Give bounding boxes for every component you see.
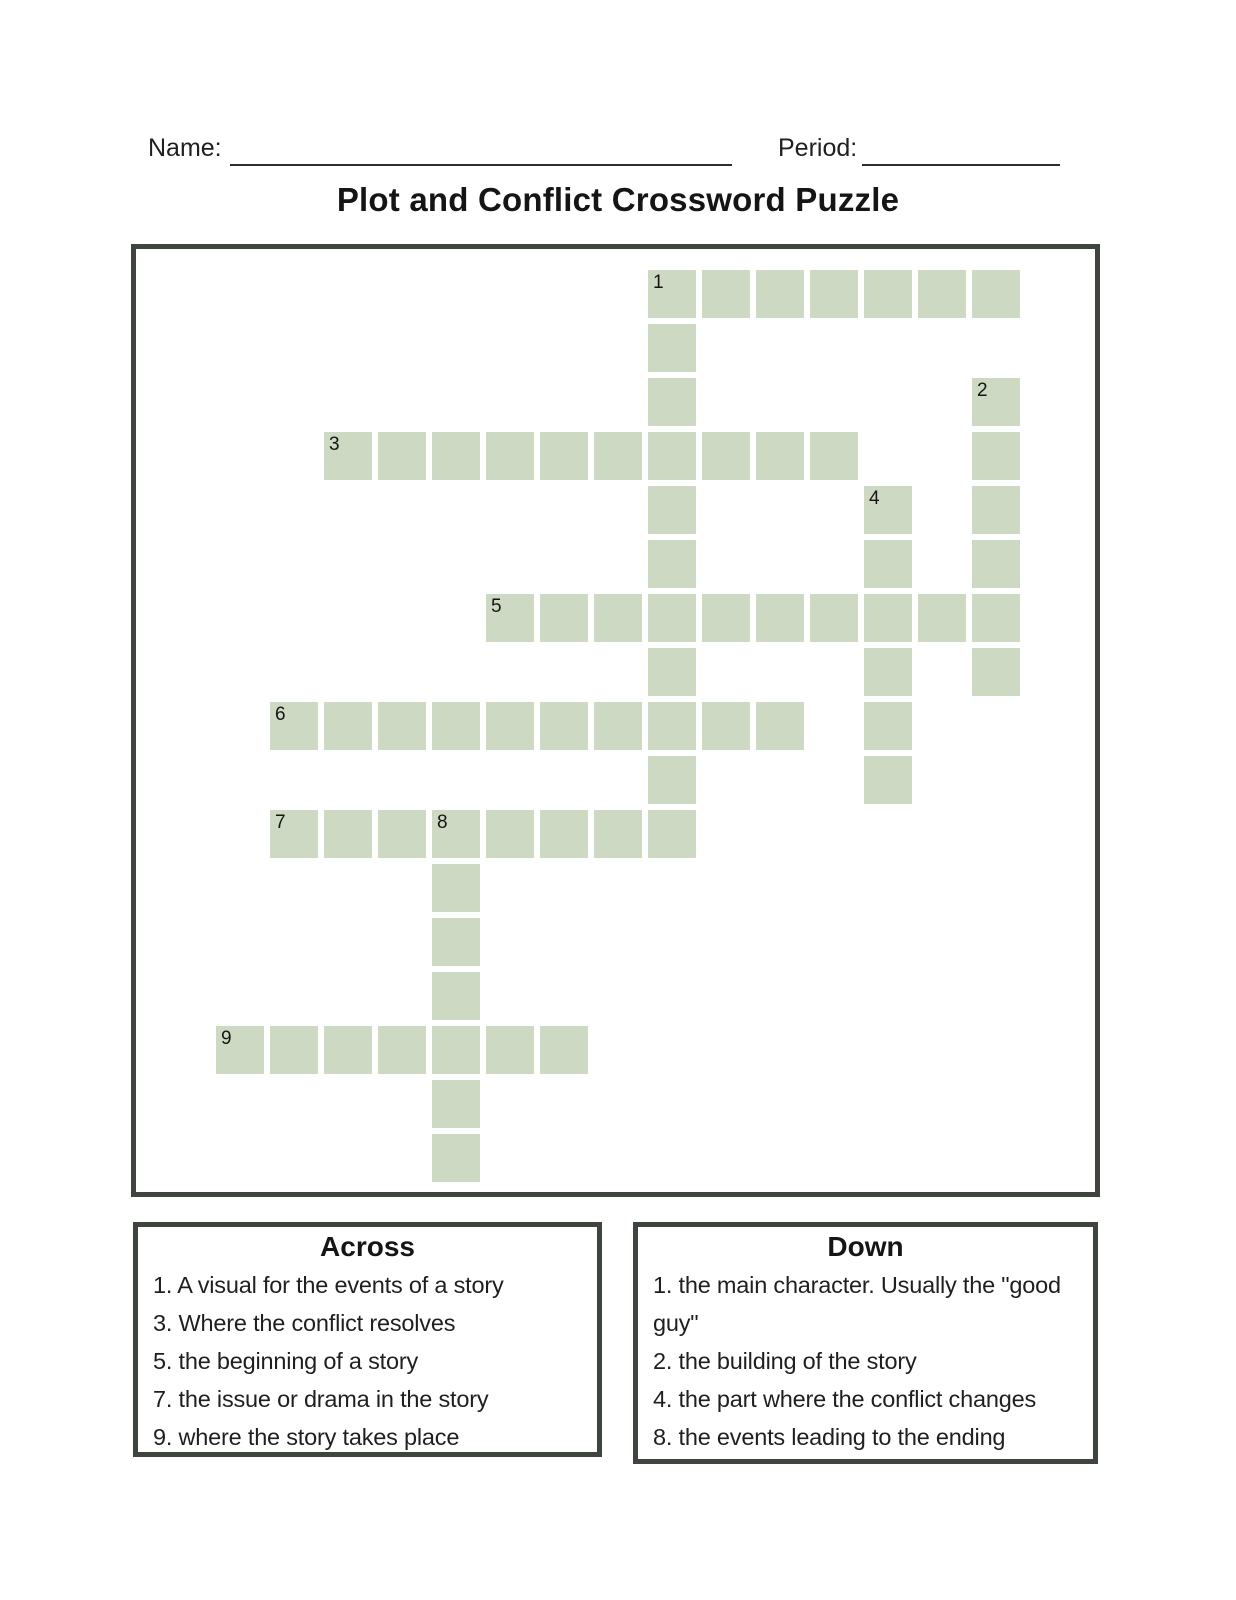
across-title: Across (320, 1231, 415, 1262)
grid-cell[interactable] (972, 378, 1020, 426)
grid-cell[interactable] (270, 810, 318, 858)
grid-cell[interactable] (432, 702, 480, 750)
grid-cell[interactable] (648, 594, 696, 642)
grid-cell[interactable] (972, 432, 1020, 480)
across-clues-box (133, 1222, 602, 1457)
clue-item: 7. the issue or drama in the story (153, 1386, 489, 1412)
cell-number: 9 (221, 1028, 232, 1049)
grid-cell[interactable] (540, 810, 588, 858)
period-label: Period: (778, 134, 858, 162)
grid-cell[interactable] (864, 540, 912, 588)
down-title: Down (827, 1231, 904, 1262)
grid-cell[interactable] (594, 432, 642, 480)
grid-cell[interactable] (594, 594, 642, 642)
grid-cell[interactable] (378, 702, 426, 750)
grid-cell[interactable] (432, 810, 480, 858)
grid-cell[interactable] (486, 810, 534, 858)
grid-cell[interactable] (648, 270, 696, 318)
grid-cell[interactable] (864, 594, 912, 642)
grid-cell[interactable] (864, 648, 912, 696)
clue-item: 4. the part where the conflict changes (653, 1386, 1036, 1412)
grid-cell[interactable] (756, 594, 804, 642)
cell-number: 4 (869, 488, 880, 509)
grid-cell[interactable] (864, 702, 912, 750)
grid-cell[interactable] (972, 594, 1020, 642)
grid-cell[interactable] (810, 270, 858, 318)
grid-cell[interactable] (432, 1080, 480, 1128)
grid-cell[interactable] (648, 324, 696, 372)
crossword-grid (131, 244, 1100, 1197)
grid-cell[interactable] (864, 486, 912, 534)
clue-item: 1. A visual for the events of a story (153, 1272, 504, 1298)
grid-cell[interactable] (702, 702, 750, 750)
grid-cell[interactable] (594, 810, 642, 858)
grid-cell[interactable] (756, 432, 804, 480)
cell-number: 2 (977, 380, 988, 401)
grid-cell[interactable] (540, 594, 588, 642)
cell-number: 8 (437, 812, 448, 833)
grid-cell[interactable] (648, 648, 696, 696)
grid-cell[interactable] (648, 702, 696, 750)
grid-cell[interactable] (324, 810, 372, 858)
grid-cell[interactable] (972, 648, 1020, 696)
grid-cell[interactable] (810, 432, 858, 480)
grid-cell[interactable] (324, 702, 372, 750)
grid-cell[interactable] (378, 810, 426, 858)
grid-cell[interactable] (324, 1026, 372, 1074)
grid-cell[interactable] (648, 432, 696, 480)
grid-cell[interactable] (432, 1026, 480, 1074)
grid-cell[interactable] (486, 1026, 534, 1074)
grid-cell[interactable] (918, 594, 966, 642)
grid-cell[interactable] (486, 432, 534, 480)
period-fill-line[interactable] (862, 164, 1060, 166)
grid-cell[interactable] (648, 486, 696, 534)
grid-cell[interactable] (810, 594, 858, 642)
grid-cell[interactable] (648, 756, 696, 804)
grid-cell[interactable] (432, 1134, 480, 1182)
down-clues-list (638, 1266, 1093, 1456)
down-clues-box (633, 1222, 1098, 1464)
grid-cell[interactable] (216, 1026, 264, 1074)
clue-item: 1. the main character. Usually the "good guy" (653, 1272, 1061, 1336)
grid-cell[interactable] (432, 432, 480, 480)
across-clues-list (138, 1266, 597, 1456)
name-label: Name: (148, 134, 222, 162)
grid-cell[interactable] (756, 702, 804, 750)
grid-cell[interactable] (972, 270, 1020, 318)
grid-cell[interactable] (540, 1026, 588, 1074)
grid-cell[interactable] (756, 270, 804, 318)
grid-cell[interactable] (702, 594, 750, 642)
cell-number: 1 (653, 272, 664, 293)
grid-cell[interactable] (864, 270, 912, 318)
cell-number: 3 (329, 434, 340, 455)
grid-cell[interactable] (270, 1026, 318, 1074)
grid-cell[interactable] (648, 378, 696, 426)
grid-cell[interactable] (972, 486, 1020, 534)
grid-cell[interactable] (648, 810, 696, 858)
clue-item: 3. Where the conflict resolves (153, 1310, 456, 1336)
grid-cell[interactable] (270, 702, 318, 750)
grid-cell[interactable] (432, 918, 480, 966)
name-fill-line[interactable] (230, 164, 732, 166)
grid-cell[interactable] (486, 702, 534, 750)
grid-cell[interactable] (432, 972, 480, 1020)
grid-cell[interactable] (972, 540, 1020, 588)
clue-item: 9. where the story takes place (153, 1424, 460, 1450)
clue-item: 5. the beginning of a story (153, 1348, 419, 1374)
grid-cell[interactable] (324, 432, 372, 480)
cell-number: 5 (491, 596, 502, 617)
clue-item: 2. the building of the story (653, 1348, 917, 1374)
grid-cell[interactable] (864, 756, 912, 804)
grid-cell[interactable] (432, 864, 480, 912)
grid-cell[interactable] (594, 702, 642, 750)
page-title: Plot and Conflict Crossword Puzzle (336, 181, 900, 218)
grid-cell[interactable] (378, 432, 426, 480)
grid-cell[interactable] (540, 702, 588, 750)
grid-cell[interactable] (702, 432, 750, 480)
grid-cell[interactable] (648, 540, 696, 588)
grid-cell[interactable] (702, 270, 750, 318)
grid-cell[interactable] (918, 270, 966, 318)
cell-number: 7 (275, 812, 286, 833)
grid-cell[interactable] (378, 1026, 426, 1074)
clue-item: 8. the events leading to the ending (653, 1424, 1006, 1450)
grid-cell[interactable] (540, 432, 588, 480)
cell-number: 6 (275, 704, 286, 725)
grid-cell[interactable] (486, 594, 534, 642)
